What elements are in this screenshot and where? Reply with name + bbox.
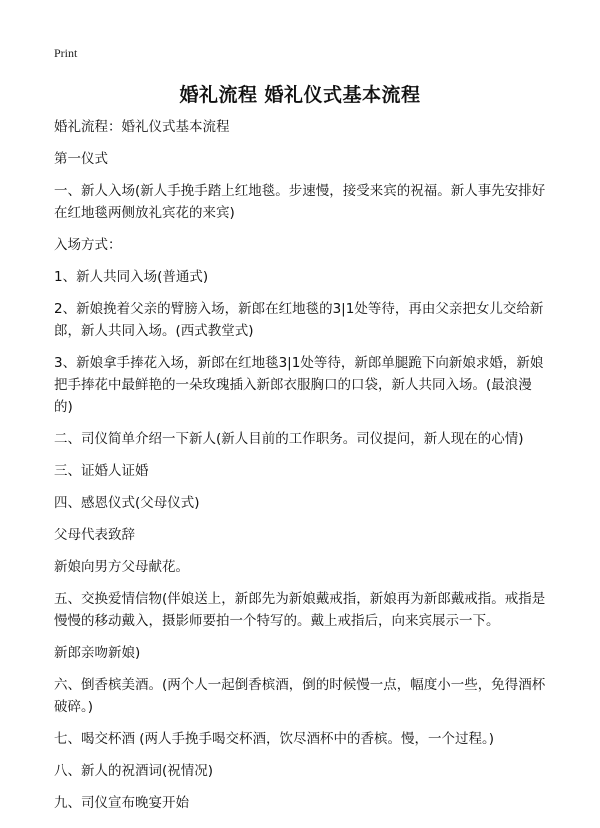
paragraph-method-2: 2、新娘挽着父亲的臂膀入场，新郎在红地毯的3|1处等待，再由父亲把女儿交给新郎，新人共同入场。(西式教堂式) — [54, 301, 544, 339]
document-body — [54, 116, 548, 824]
paragraph-parent-speech: 父母代表致辞 — [54, 527, 135, 543]
paragraph-step-7: 七、喝交杯酒 (两人手挽手喝交杯酒，饮尽酒杯中的香槟。慢，一个过程。) — [54, 731, 495, 747]
paragraph-step-5: 五、交换爱情信物(伴娘送上，新郎先为新娘戴戒指，新娘再为新郎戴戒指。戒指是慢慢的移动戴入，摄影师要拍一个特写的。戴上戒指后，向来宾展示一下。 — [54, 591, 546, 629]
paragraph-step-4: 四、感恩仪式(父母仪式) — [54, 495, 200, 511]
paragraph-step-8: 八、新人的祝酒词(祝情况) — [54, 763, 214, 779]
paragraph-method-1: 1、新人共同入场(普通式) — [54, 269, 209, 285]
section-heading: 第一仪式 — [54, 151, 108, 167]
paragraph-step-6: 六、倒香槟美酒。(两个人一起倒香槟酒，倒的时候慢一点，幅度小一些，免得酒杯破碎。) — [54, 677, 546, 715]
paragraph-step-9: 九、司仪宣布晚宴开始 — [54, 795, 189, 811]
paragraph-intro: 婚礼流程：婚礼仪式基本流程 — [54, 119, 230, 135]
paragraph-method-3: 3、新娘拿手捧花入场，新郎在红地毯3|1处等待，新郎单腿跪下向新娘求婚，新娘把手捧花中最鲜艳的一朵玫瑰插入新郎衣服胸口的口袋，新人共同入场。(最浪漫的) — [54, 355, 544, 415]
paragraph-entry-methods: 入场方式： — [54, 237, 122, 253]
page-title: 婚礼流程 婚礼仪式基本流程 — [179, 84, 421, 106]
paragraph-kiss: 新郎亲吻新娘) — [54, 645, 141, 661]
paragraph-flower-gift: 新娘向男方父母献花。 — [54, 559, 189, 575]
paragraph-step-1: 一、新人入场(新人手挽手踏上红地毯。步速慢，接受来宾的祝福。新人事先安排好在红地毯两侧放礼宾花的来宾) — [54, 183, 546, 221]
paragraph-step-2: 二、司仪简单介绍一下新人(新人目前的工作职务。司仪提问，新人现在的心情) — [54, 431, 524, 447]
paragraph-step-3: 三、证婚人证婚 — [54, 463, 149, 479]
print-label: Print — [54, 46, 78, 60]
